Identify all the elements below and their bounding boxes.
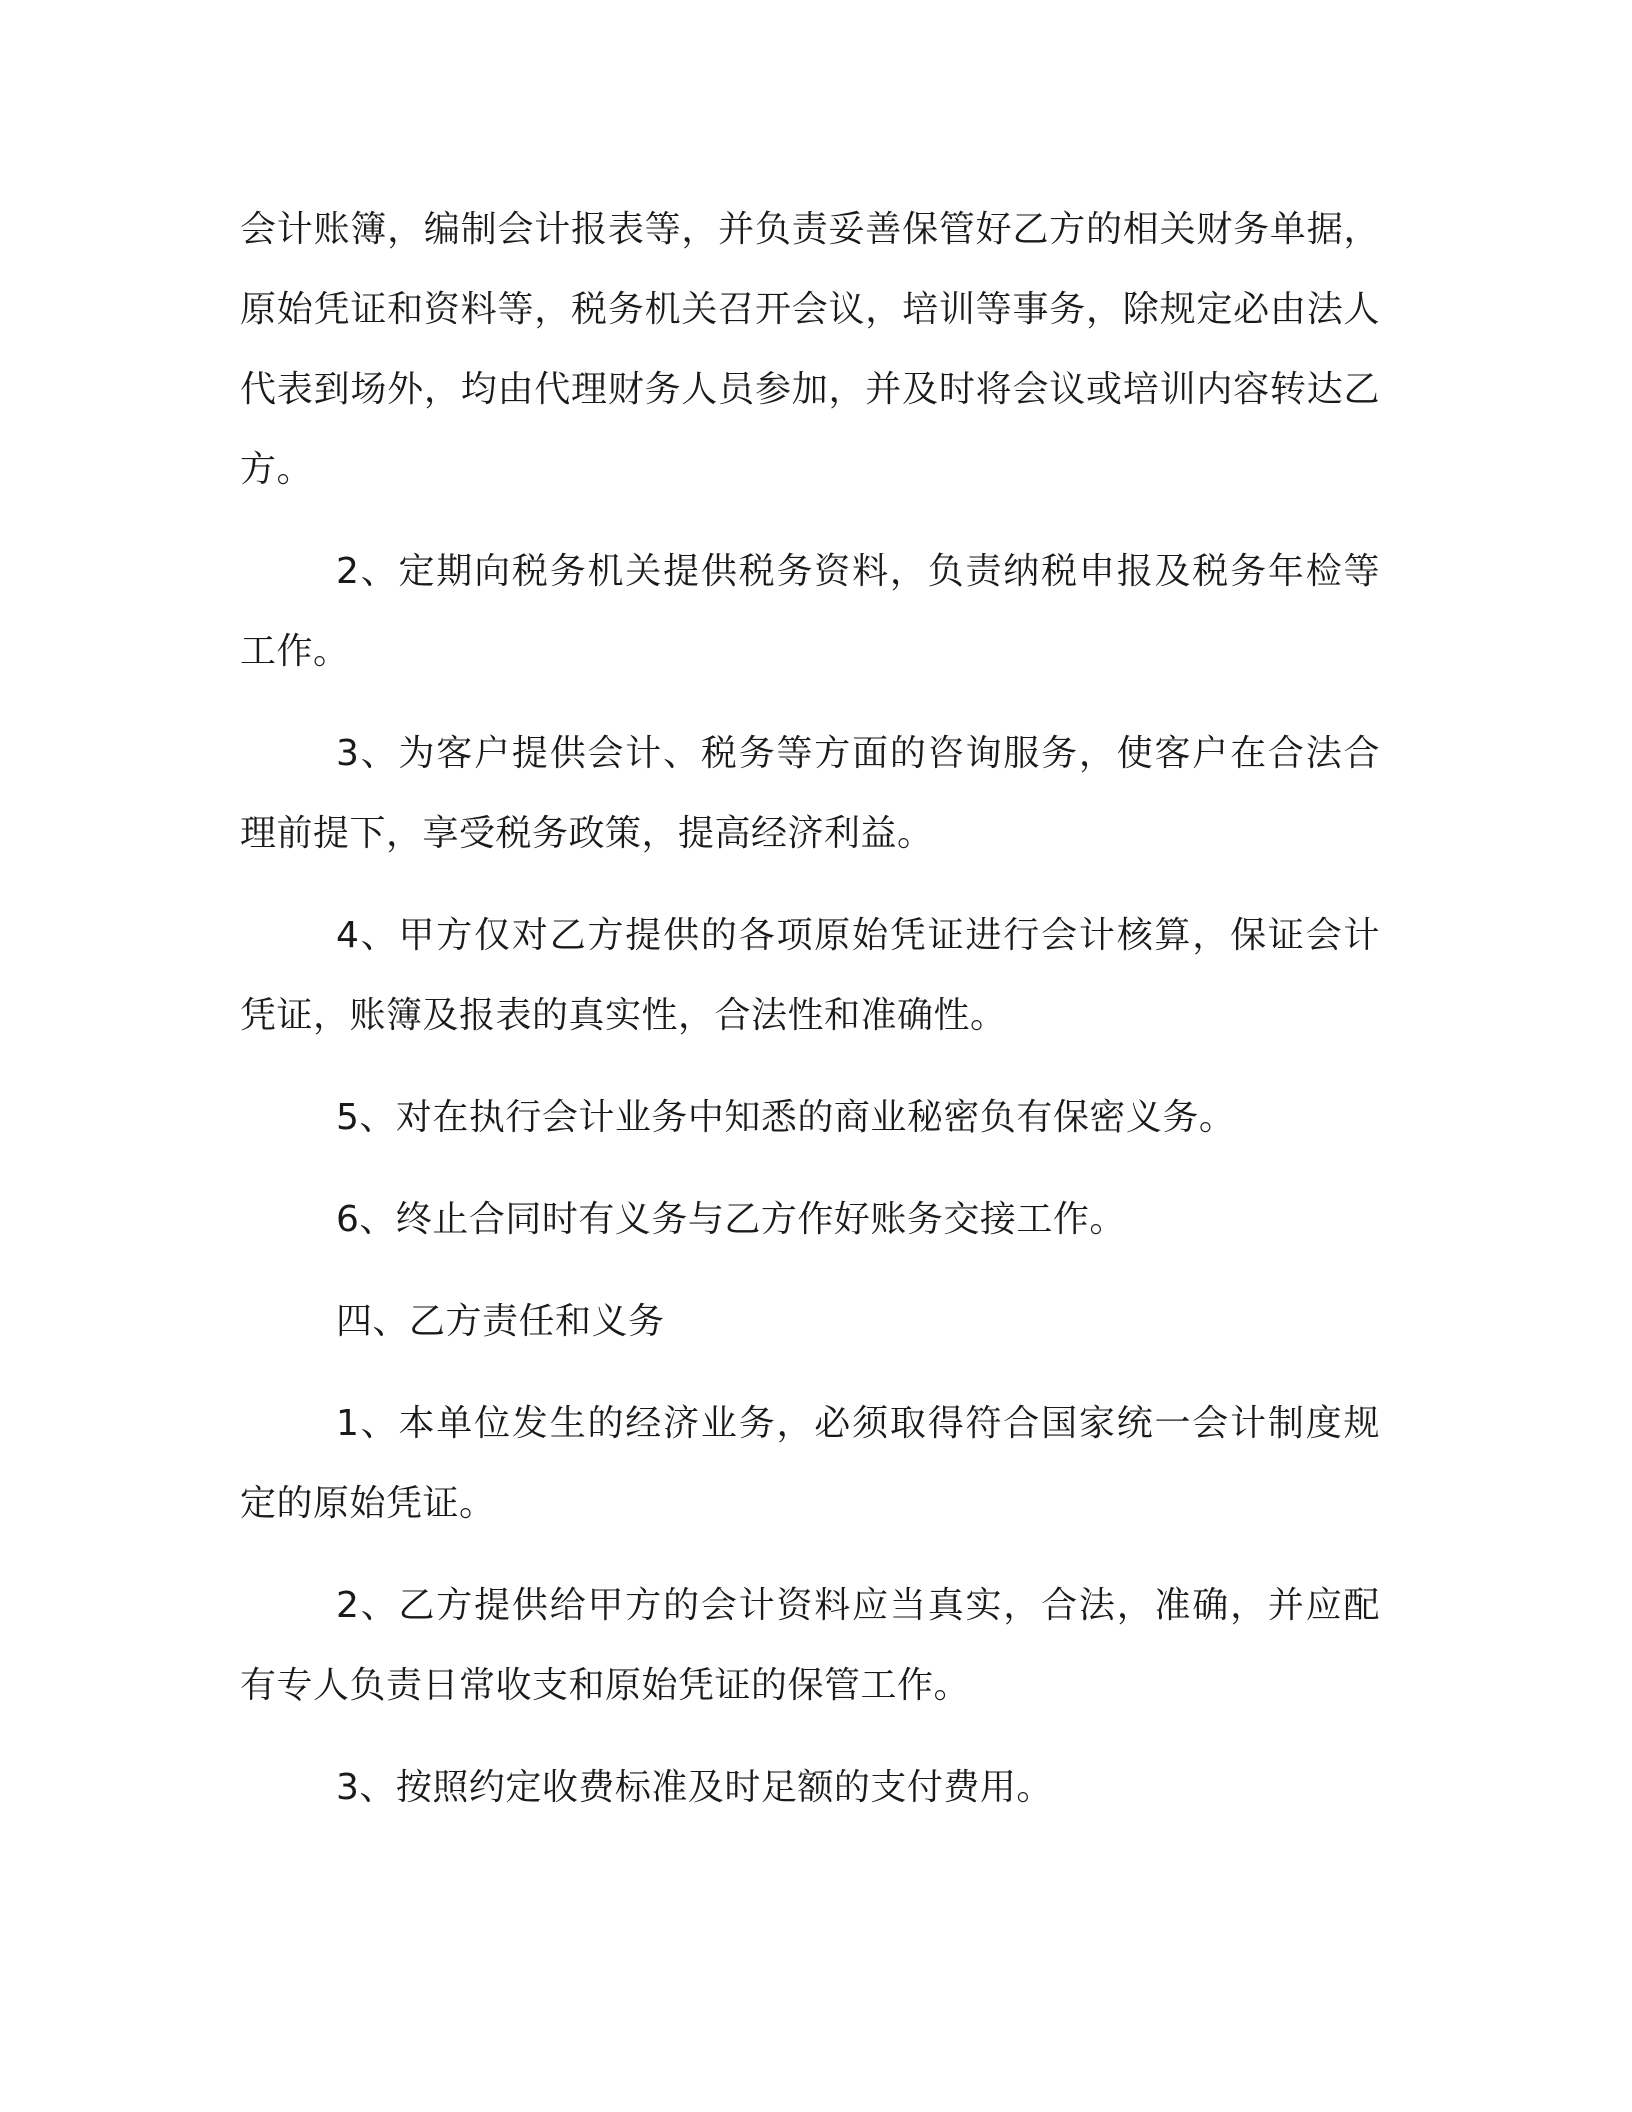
paragraph-item-2: 2、定期向税务机关提供税务资料，负责纳税申报及税务年检等工作。: [240, 551, 1380, 672]
section-heading-4: 四、乙方责任和义务: [336, 1301, 665, 1342]
document-page: [240, 190, 1380, 1850]
paragraph-item-3: 3、为客户提供会计、税务等方面的咨询服务，使客户在合法合理前提下，享受税务政策，提高经济利益。: [240, 733, 1380, 854]
paragraph-party-b-3: 3、按照约定收费标准及时足额的支付费用。: [336, 1767, 1053, 1808]
paragraph-item-4: 4、甲方仅对乙方提供的各项原始凭证进行会计核算，保证会计凭证，账簿及报表的真实性，合法性和准确性。: [240, 915, 1380, 1036]
paragraph-continuation: 会计账簿，编制会计报表等，并负责妥善保管好乙方的相关财务单据，原始凭证和资料等，税务机关召开会议，培训等事务，除规定必由法人代表到场外，均由代理财务人员参加，并及时将会议或培训内容转达乙方。: [240, 209, 1380, 490]
paragraph-party-b-2: 2、乙方提供给甲方的会计资料应当真实，合法，准确，并应配有专人负责日常收支和原始凭证的保管工作。: [240, 1585, 1380, 1706]
paragraph-party-b-1: 1、本单位发生的经济业务，必须取得符合国家统一会计制度规定的原始凭证。: [240, 1403, 1380, 1524]
paragraph-item-5: 5、对在执行会计业务中知悉的商业秘密负有保密义务。: [336, 1097, 1236, 1138]
paragraph-item-6: 6、终止合同时有义务与乙方作好账务交接工作。: [336, 1199, 1126, 1240]
